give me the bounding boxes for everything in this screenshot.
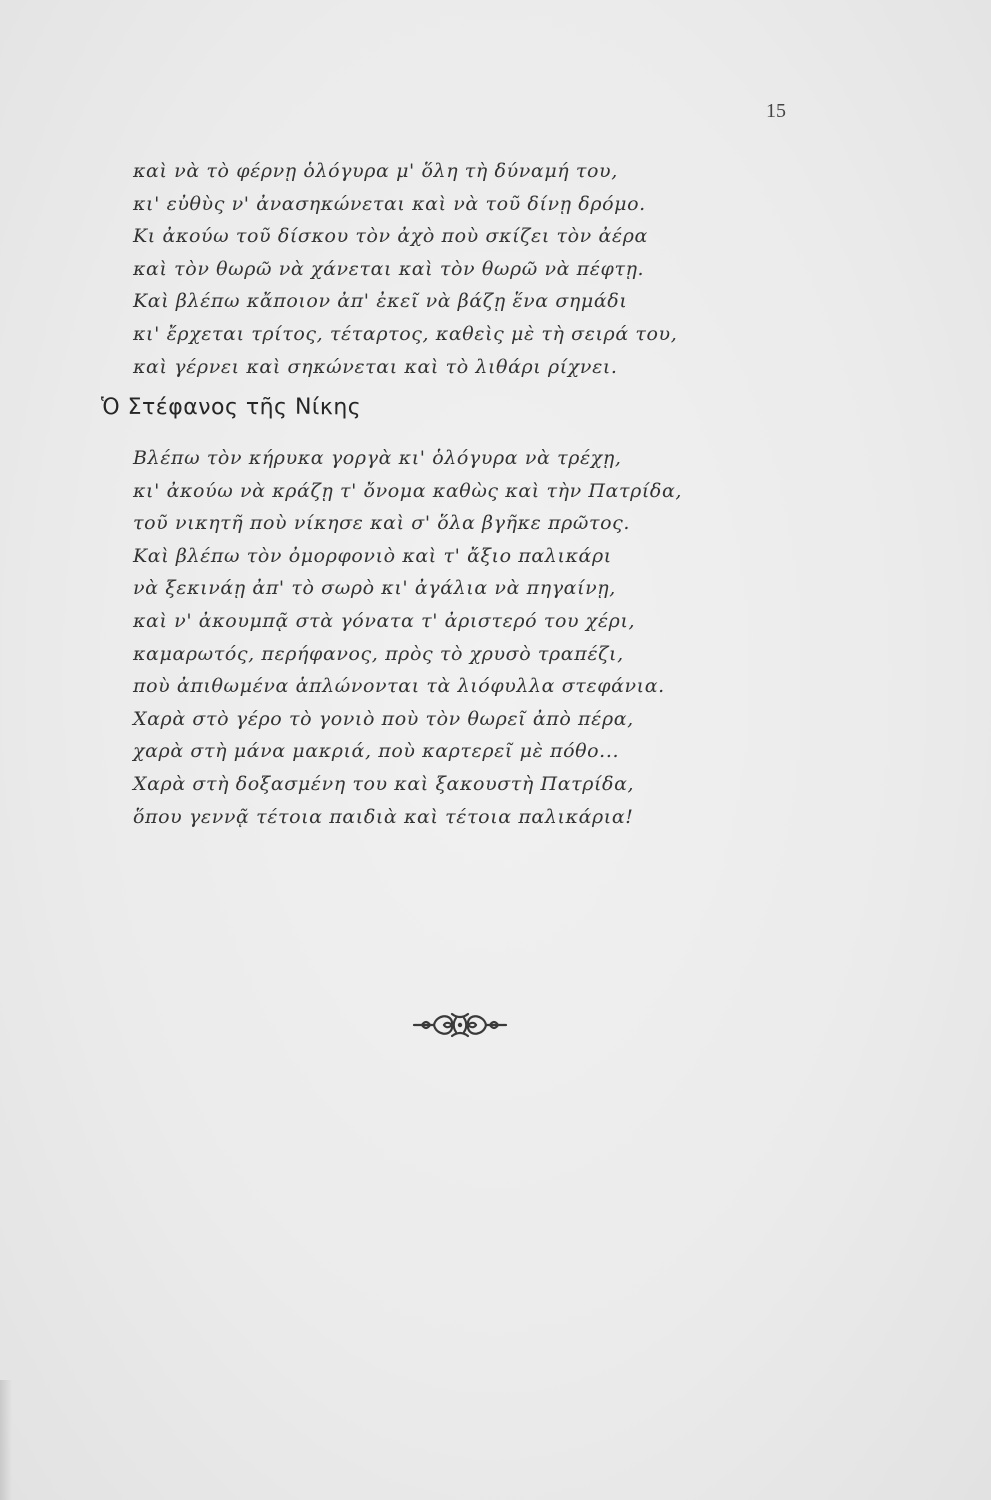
verse-line: Χαρὰ στὸ γέρο τὸ γονιὸ ποὺ τὸν θωρεῖ ἀπὸ πέρα, <box>133 707 634 730</box>
poem-stanza-1 <box>133 155 677 383</box>
page-number: 15 <box>766 100 786 122</box>
verse-line: νὰ ξεκινάῃ ἀπ' τὸ σωρὸ κι' ἀγάλια νὰ πηγαίνῃ, <box>133 577 616 600</box>
verse-line: ποὺ ἀπιθωμένα ἁπλώνονται τὰ λιόφυλλα στεφάνια. <box>133 675 665 698</box>
poem-stanza-2 <box>133 442 682 833</box>
section-heading: Ὁ Στέφανος τῆς Νίκης <box>101 395 362 420</box>
verse-line: κι' εὐθὺς ν' ἀνασηκώνεται καὶ νὰ τοῦ δίνῃ δρόμο. <box>133 192 646 215</box>
verse-line: κι' ἔρχεται τρίτος, τέταρτος, καθεὶς μὲ τὴ σειρά του, <box>133 322 678 345</box>
verse-line: Χαρὰ στὴ δοξασμένη του καὶ ξακουστὴ Πατρίδα, <box>133 772 635 795</box>
verse-line: Καὶ βλέπω τὸν ὀμορφονιὸ καὶ τ' ἄξιο παλικάρι <box>133 544 612 567</box>
verse-line: καὶ νὰ τὸ φέρνῃ ὁλόγυρα μ' ὅλη τὴ δύναμή του, <box>133 160 618 182</box>
verse-line: Κι ἀκούω τοῦ δίσκου τὸν ἀχὸ ποὺ σκίζει τὸν ἀέρα <box>133 225 648 248</box>
verse-line: χαρὰ στὴ μάνα μακριά, ποὺ καρτερεῖ μὲ πόθο... <box>133 740 620 763</box>
verse-line: κι' ἀκούω νὰ κράζῃ τ' ὄνομα καθὼς καὶ τὴν Πατρίδα, <box>133 479 683 502</box>
verse-line: Βλέπω τὸν κήρυκα γοργὰ κι' ὁλόγυρα νὰ τρέχῃ, <box>133 447 622 469</box>
verse-line: καὶ ν' ἀκουμπᾷ στὰ γόνατα τ' ἀριστερό του χέρι, <box>133 609 636 632</box>
verse-line: τοῦ νικητῆ ποὺ νίκησε καὶ σ' ὅλα βγῆκε πρῶτος. <box>133 512 631 535</box>
verse-line: καὶ τὸν θωρῶ νὰ χάνεται καὶ τὸν θωρῶ νὰ πέφτῃ. <box>133 257 645 280</box>
page-edge-shadow <box>0 1380 12 1500</box>
verse-line: Καὶ βλέπω κἄποιον ἀπ' ἐκεῖ νὰ βάζῃ ἕνα σημάδι <box>133 290 628 313</box>
verse-line: καὶ γέρνει καὶ σηκώνεται καὶ τὸ λιθάρι ρίχνει. <box>133 355 618 378</box>
verse-line: καμαρωτός, περήφανος, πρὸς τὸ χρυσὸ τραπέζι, <box>133 642 624 665</box>
fleuron-ornament-icon <box>412 1008 508 1042</box>
verse-line: ὅπου γεννᾷ τέτοια παιδιὰ καὶ τέτοια παλικάρια! <box>133 805 634 828</box>
